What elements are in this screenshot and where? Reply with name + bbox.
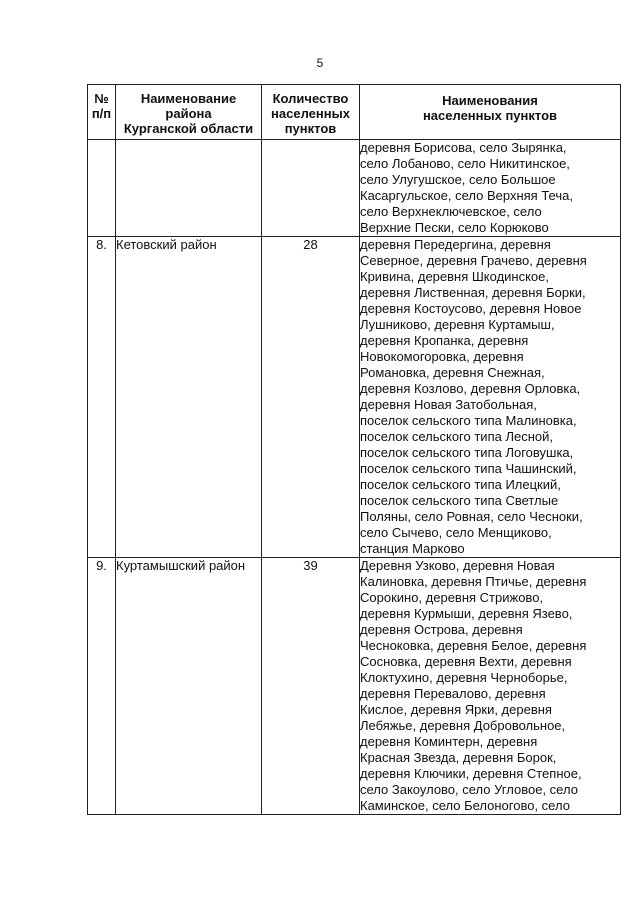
settlement-names-line: Лебяжье, деревня Добровольное, [360, 718, 566, 733]
district-name [116, 140, 262, 237]
table-body [88, 140, 621, 815]
settlement-names-line: село Улугушское, село Большое [360, 172, 556, 187]
settlement-names-line: Каминское, село Белоногово, село [360, 798, 570, 813]
header-count [262, 85, 360, 140]
settlement-count [262, 140, 360, 237]
settlement-count: 28 [262, 237, 360, 558]
header-district-line: района [165, 106, 212, 121]
header-names-line: населенных пунктов [422, 108, 558, 123]
settlement-names [360, 237, 621, 558]
settlement-names-line: деревня Борисова, село Зырянка, [360, 140, 567, 155]
settlement-names-line: деревня Новая Затобольная, [360, 397, 537, 412]
settlement-names-line: Касаргульское, село Верхняя Теча, [360, 188, 573, 203]
settlement-names-line: Сорокино, деревня Стрижово, [360, 590, 544, 605]
settlement-names-line: деревня Передергина, деревня [360, 237, 551, 252]
settlement-names-line: Сосновка, деревня Вехти, деревня [360, 654, 572, 669]
header-num [88, 85, 116, 140]
settlement-names-line: село Лобаново, село Никитинское, [360, 156, 570, 171]
header-num-line: № [94, 91, 109, 106]
settlement-names [360, 140, 621, 237]
settlement-names-line: поселок сельского типа Лесной, [360, 429, 553, 444]
header-names-line: Наименования [442, 93, 538, 108]
settlement-names-line: Лушниково, деревня Куртамыш, [360, 317, 555, 332]
settlement-count: 39 [262, 558, 360, 815]
header-row [88, 85, 621, 140]
header-count-line: Количество [272, 91, 349, 106]
settlements-table [87, 84, 621, 815]
page-number: 5 [316, 56, 324, 70]
settlement-names-line: Чесноковка, деревня Белое, деревня [360, 638, 587, 653]
table-row [88, 237, 621, 558]
row-number [88, 140, 116, 237]
settlement-names-line: село Сычево, село Менщиково, [360, 525, 552, 540]
settlement-names-line: Верхние Пески, село Корюково [360, 220, 549, 235]
settlement-names-line: поселок сельского типа Малиновка, [360, 413, 577, 428]
settlement-names-line: деревня Курмыши, деревня Язево, [360, 606, 573, 621]
row-number: 9. [88, 558, 116, 815]
table-header [88, 85, 621, 140]
settlement-names-line: поселок сельского типа Чашинский, [360, 461, 577, 476]
settlement-names-line: Поляны, село Ровная, село Чесноки, [360, 509, 583, 524]
settlement-names-line: село Верхнеключевское, село [360, 204, 542, 219]
table-row [88, 558, 621, 815]
settlement-names-line: деревня Коминтерн, деревня [360, 734, 538, 749]
district-name: Куртамышский район [116, 558, 262, 815]
settlement-names-line: деревня Костоусово, деревня Новое [360, 301, 582, 316]
header-count-line: пунктов [284, 121, 337, 136]
settlement-names-line: Красная Звезда, деревня Борок, [360, 750, 557, 765]
settlement-names-line: Романовка, деревня Снежная, [360, 365, 545, 380]
settlement-names-line: поселок сельского типа Светлые [360, 493, 559, 508]
settlement-names-line: деревня Козлово, деревня Орловка, [360, 381, 581, 396]
settlement-names-line: Северное, деревня Грачево, деревня [360, 253, 587, 268]
header-count-line: населенных [271, 106, 350, 121]
settlement-names-line: Кислое, деревня Ярки, деревня [360, 702, 552, 717]
row-number: 8. [88, 237, 116, 558]
settlement-names-line: поселок сельского типа Илецкий, [360, 477, 561, 492]
settlement-names-line: Новокомогоровка, деревня [360, 349, 524, 364]
settlement-names-line: село Закоулово, село Угловое, село [360, 782, 578, 797]
settlement-names-line: станция Марково [360, 541, 465, 556]
settlement-names-line: Деревня Узково, деревня Новая [360, 558, 555, 573]
settlement-names-line: Калиновка, деревня Птичье, деревня [360, 574, 587, 589]
settlement-names-line: деревня Перевалово, деревня [360, 686, 546, 701]
settlement-names-line: деревня Ключики, деревня Степное, [360, 766, 582, 781]
settlement-names-line: Клоктухино, деревня Черноборье, [360, 670, 568, 685]
settlement-names-line: Кривина, деревня Шкодинское, [360, 269, 550, 284]
settlement-names-line: деревня Острова, деревня [360, 622, 523, 637]
settlement-names-line: деревня Кропанка, деревня [360, 333, 529, 348]
settlement-names-line: деревня Лиственная, деревня Борки, [360, 285, 586, 300]
header-district-line: Курганской области [123, 121, 254, 136]
district-name: Кетовский район [116, 237, 262, 558]
header-num-line: п/п [91, 106, 112, 121]
settlement-names-line: поселок сельского типа Логовушка, [360, 445, 574, 460]
header-names [360, 85, 621, 140]
settlement-names [360, 558, 621, 815]
header-district-line: Наименование [140, 91, 237, 106]
table-row [88, 140, 621, 237]
header-district [116, 85, 262, 140]
